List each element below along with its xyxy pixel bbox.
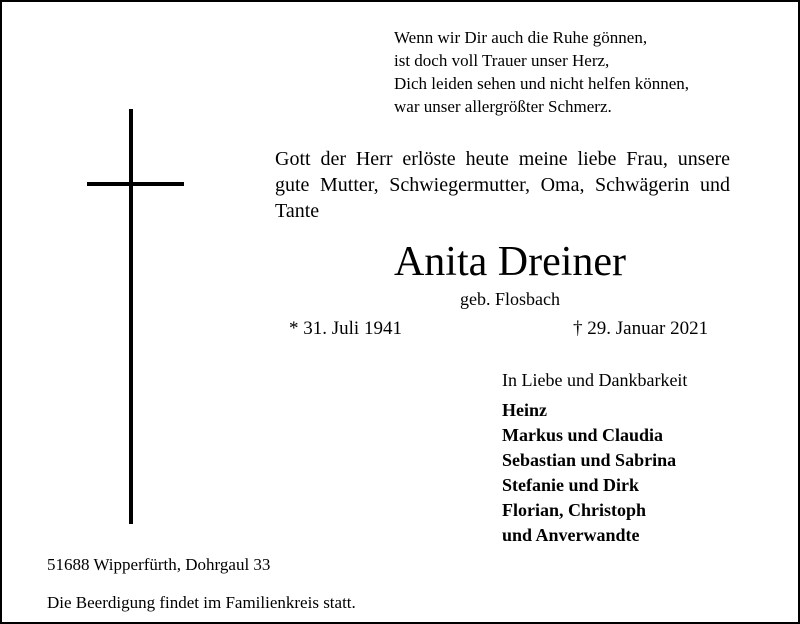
memorial-poem — [394, 26, 689, 118]
mourner-name: Heinz — [502, 400, 547, 420]
intro-text: Gott der Herr erlöste heute meine liebe Frau, unsere gute Mutter, Schwiegermutter, Oma, Schwägerin und Tante — [275, 148, 730, 222]
mourner-name: Markus und Claudia — [502, 425, 664, 445]
birth-name: geb. Flosbach — [460, 289, 560, 309]
mourners-intro: In Liebe und Dankbarkeit — [502, 370, 688, 390]
poem-line: Wenn wir Dir auch die Ruhe gönnen, — [394, 28, 648, 47]
birth-date: * 31. Juli 1941 — [289, 318, 402, 339]
poem-line: ist doch voll Trauer unser Herz, — [394, 51, 610, 70]
death-date: † 29. Januar 2021 — [573, 318, 709, 339]
mourner-name: Stefanie und Dirk — [502, 475, 640, 495]
mourner-name: Sebastian und Sabrina — [502, 450, 677, 470]
cross-horizontal-bar — [87, 182, 184, 186]
mourner-name: und Anverwandte — [502, 525, 640, 545]
mourner-name: Florian, Christoph — [502, 500, 647, 520]
cross-vertical-bar — [129, 109, 133, 524]
poem-line: war unser allergrößter Schmerz. — [394, 97, 612, 116]
deceased-name: Anita Dreiner — [393, 239, 627, 285]
funeral-note: Die Beerdigung findet im Familienkreis statt. — [47, 593, 356, 612]
family-address: 51688 Wipperfürth, Dohrgaul 33 — [47, 555, 271, 574]
mourners-list — [502, 398, 676, 548]
poem-line: Dich leiden sehen und nicht helfen können, — [394, 74, 690, 93]
